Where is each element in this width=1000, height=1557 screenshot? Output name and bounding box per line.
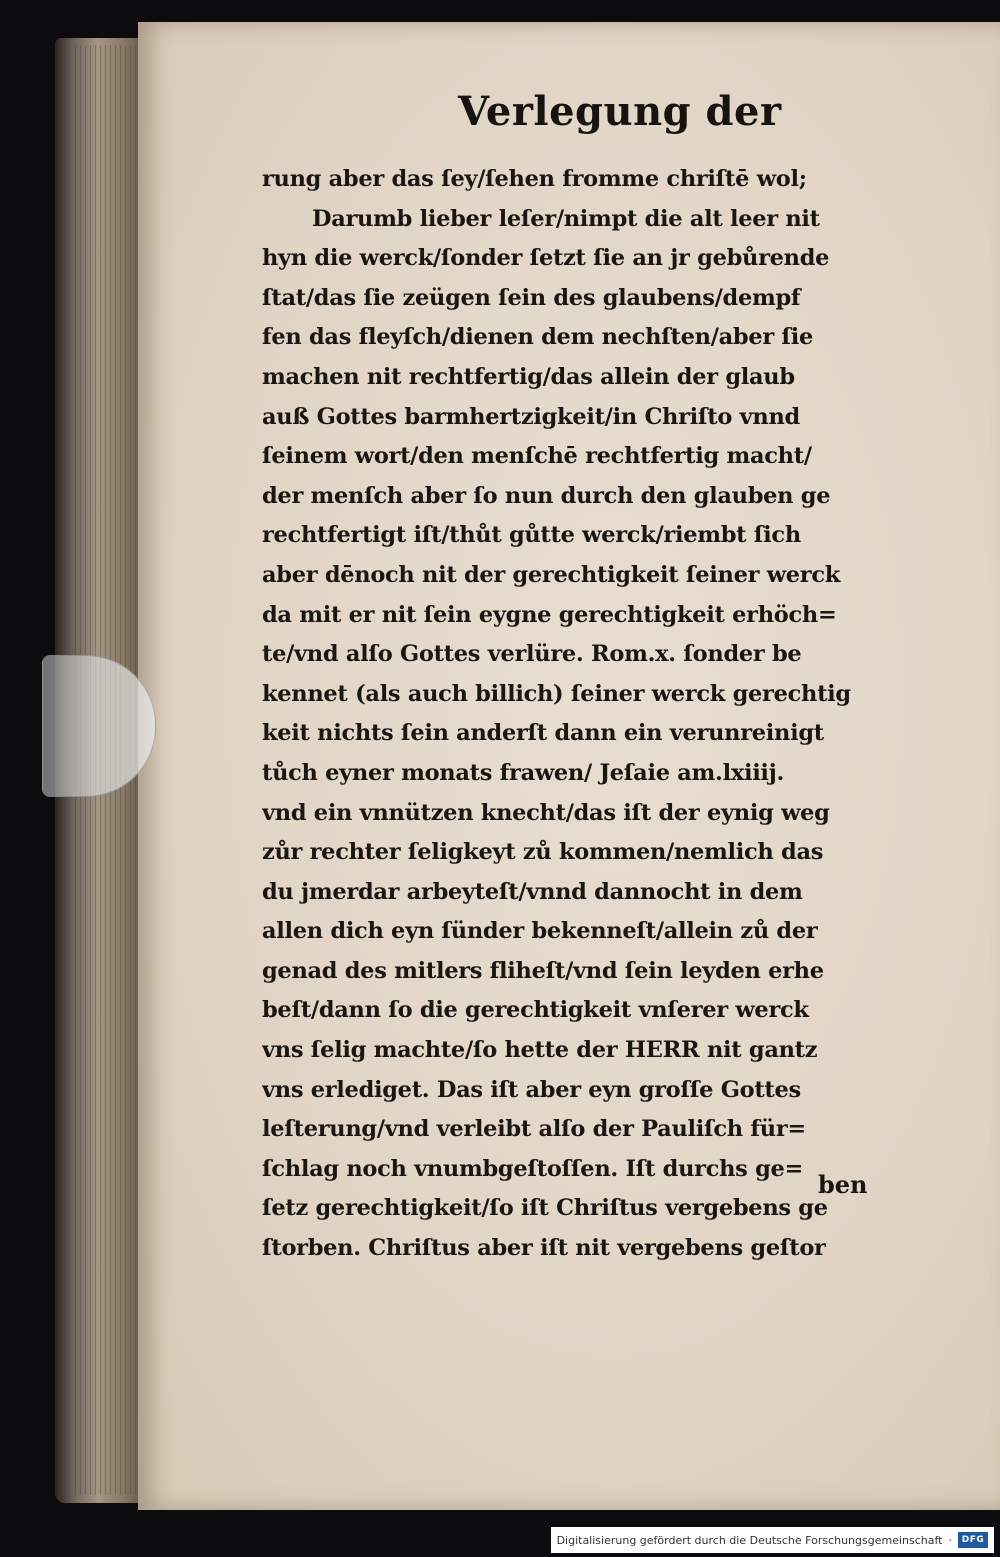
text-line: allen dich eyn ſünder bekenneſt/allein zů der [262, 918, 818, 945]
credit-text: Digitalisierung gefördert durch die Deutsche Forschungsgemeinschaft [556, 1533, 943, 1547]
text-line: vns erlediget. Das iſt aber eyn groſſe Gottes [262, 1076, 801, 1103]
running-header: Verlegung der [458, 88, 782, 135]
text-line: ſeinem wort/den menſchē rechtfertig macht/ [262, 443, 812, 470]
text-line: du jmerdar arbeyteſt/vnnd dannocht in dem [262, 878, 803, 905]
text-line: beſt/dann ſo die gerechtigkeit vnſerer werck [262, 997, 809, 1024]
dfg-logo-icon: DFG [958, 1532, 988, 1548]
text-line: kennet (als auch billich) ſeiner werck gerechtig [262, 680, 851, 707]
text-line: te/vnd alſo Gottes verlüre. Rom.x. ſonder be [262, 641, 802, 668]
text-line: zůr rechter ſeligkeyt zů kommen/nemlich das [262, 839, 824, 866]
text-line: auß Gottes barmhertzigkeit/in Chriſto vnnd [262, 403, 800, 430]
text-line: vnd ein vnnützen knecht/das iſt der eynig weg [262, 799, 830, 826]
dot-separator: · [948, 1533, 952, 1547]
text-line: ſtorben. Chriſtus aber iſt nit vergebens geſtor [262, 1235, 826, 1262]
text-line: Darumb lieber leſer/nimpt die alt leer nit [312, 205, 820, 232]
digitization-credit-bar [551, 1527, 994, 1553]
text-line: fen das fleyſch/dienen dem nechſten/aber ſie [262, 324, 814, 351]
text-line: der menſch aber ſo nun durch den glauben ge [262, 482, 831, 509]
text-line: machen nit rechtfertig/das allein der glaub [262, 363, 795, 390]
text-line: rechtfertigt iſt/thůt gůtte werck/riembt ſich [262, 522, 801, 549]
text-line: genad des mitlers fliheſt/vnd ſein leyden erhe [262, 957, 824, 984]
text-line: ſchlag noch vnumbgeſtoſſen. Iſt durchs ge= [262, 1155, 804, 1182]
text-line: rung aber das ſey/ſehen fromme chriſtē wol; [262, 166, 807, 192]
text-line: keit nichts ſein anderſt dann ein verunreinigt [262, 720, 824, 747]
text-line: da mit er nit ſein eygne gerechtigkeit erhöch= [262, 601, 837, 628]
catchword: ben [818, 1170, 868, 1199]
text-line: hyn die werck/ſonder ſetzt ſie an jr gebůrende [262, 245, 830, 272]
text-line: aber dēnoch nit der gerechtigkeit ſeiner werck [262, 561, 841, 588]
text-line: ſetz gerechtigkeit/ſo iſt Chriſtus vergebens ge [262, 1195, 828, 1222]
text-line: ſtat/das ſie zeügen ſein des glaubens/dempf [262, 284, 801, 311]
text-line: leſterung/vnd verleibt alſo der Pauliſch für= [262, 1116, 806, 1143]
text-line: tůch eyner monats frawen/ Jeſaie am.lxiiij. [262, 759, 785, 786]
body-text [262, 160, 912, 1269]
text-line: vns ſelig machte/ſo hette der HERR nit gantz [262, 1037, 818, 1064]
